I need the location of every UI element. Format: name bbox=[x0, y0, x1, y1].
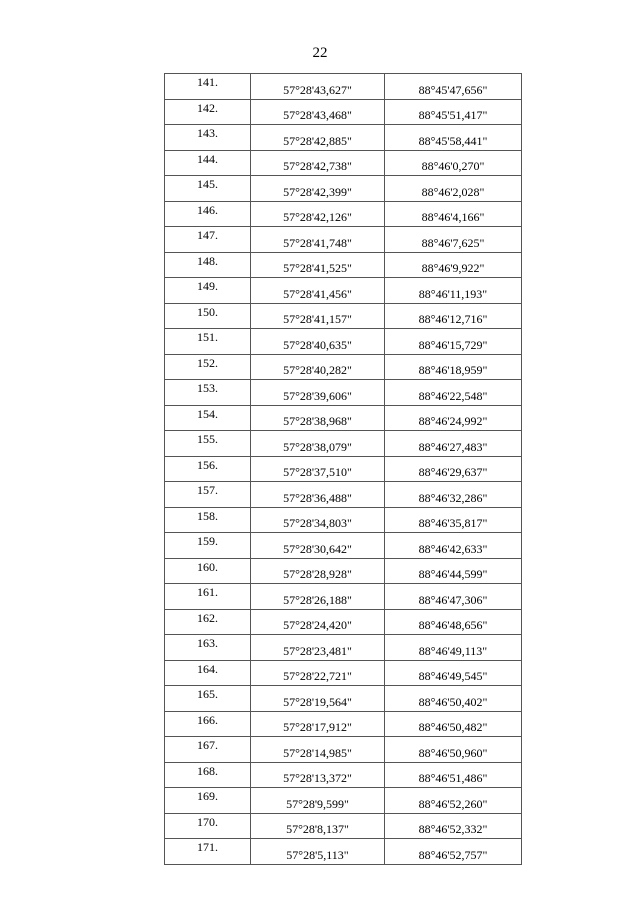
table-row bbox=[165, 711, 522, 737]
longitude-cell: 88°46'11,193" bbox=[385, 278, 522, 304]
latitude-cell: 57°28'42,126" bbox=[251, 201, 385, 227]
latitude-cell: 57°28'41,157" bbox=[251, 303, 385, 329]
latitude-cell: 57°28'17,912" bbox=[251, 711, 385, 737]
point-number-cell: 152. bbox=[165, 354, 251, 380]
longitude-cell: 88°46'47,306" bbox=[385, 584, 522, 610]
latitude-cell: 57°28'42,738" bbox=[251, 150, 385, 176]
longitude-cell: 88°46'49,545" bbox=[385, 660, 522, 686]
longitude-cell: 88°46'7,625" bbox=[385, 227, 522, 253]
table-row bbox=[165, 507, 522, 533]
point-number-cell: 165. bbox=[165, 686, 251, 712]
longitude-cell: 88°46'49,113" bbox=[385, 635, 522, 661]
longitude-cell: 88°46'24,992" bbox=[385, 405, 522, 431]
latitude-cell: 57°28'19,564" bbox=[251, 686, 385, 712]
latitude-cell: 57°28'43,627" bbox=[251, 74, 385, 100]
latitude-cell: 57°28'23,481" bbox=[251, 635, 385, 661]
point-number-cell: 144. bbox=[165, 150, 251, 176]
point-number-cell: 163. bbox=[165, 635, 251, 661]
point-number-cell: 164. bbox=[165, 660, 251, 686]
longitude-cell: 88°45'47,656" bbox=[385, 74, 522, 100]
latitude-cell: 57°28'14,985" bbox=[251, 737, 385, 763]
latitude-cell: 57°28'41,748" bbox=[251, 227, 385, 253]
longitude-cell: 88°46'48,656" bbox=[385, 609, 522, 635]
point-number-cell: 159. bbox=[165, 533, 251, 559]
latitude-cell: 57°28'42,399" bbox=[251, 176, 385, 202]
point-number-cell: 153. bbox=[165, 380, 251, 406]
point-number-cell: 142. bbox=[165, 99, 251, 125]
latitude-cell: 57°28'41,456" bbox=[251, 278, 385, 304]
table-row bbox=[165, 762, 522, 788]
point-number-cell: 169. bbox=[165, 788, 251, 814]
longitude-cell: 88°46'12,716" bbox=[385, 303, 522, 329]
latitude-cell: 57°28'13,372" bbox=[251, 762, 385, 788]
longitude-cell: 88°46'27,483" bbox=[385, 431, 522, 457]
table-row bbox=[165, 558, 522, 584]
longitude-cell: 88°46'9,922" bbox=[385, 252, 522, 278]
table-row bbox=[165, 635, 522, 661]
table-row bbox=[165, 150, 522, 176]
longitude-cell: 88°46'32,286" bbox=[385, 482, 522, 508]
point-number-cell: 161. bbox=[165, 584, 251, 610]
point-number-cell: 143. bbox=[165, 125, 251, 151]
table-row bbox=[165, 380, 522, 406]
table-row bbox=[165, 252, 522, 278]
latitude-cell: 57°28'38,079" bbox=[251, 431, 385, 457]
table-row bbox=[165, 176, 522, 202]
coordinates-table bbox=[164, 73, 522, 865]
point-number-cell: 154. bbox=[165, 405, 251, 431]
point-number-cell: 171. bbox=[165, 839, 251, 865]
point-number-cell: 150. bbox=[165, 303, 251, 329]
point-number-cell: 158. bbox=[165, 507, 251, 533]
longitude-cell: 88°46'50,402" bbox=[385, 686, 522, 712]
table-row bbox=[165, 125, 522, 151]
longitude-cell: 88°46'42,633" bbox=[385, 533, 522, 559]
latitude-cell: 57°28'43,468" bbox=[251, 99, 385, 125]
point-number-cell: 167. bbox=[165, 737, 251, 763]
point-number-cell: 160. bbox=[165, 558, 251, 584]
table-row bbox=[165, 354, 522, 380]
point-number-cell: 149. bbox=[165, 278, 251, 304]
latitude-cell: 57°28'39,606" bbox=[251, 380, 385, 406]
point-number-cell: 168. bbox=[165, 762, 251, 788]
page-number: 22 bbox=[312, 45, 328, 61]
table-row bbox=[165, 74, 522, 100]
latitude-cell: 57°28'24,420" bbox=[251, 609, 385, 635]
longitude-cell: 88°45'58,441" bbox=[385, 125, 522, 151]
table-row bbox=[165, 405, 522, 431]
latitude-cell: 57°28'34,803" bbox=[251, 507, 385, 533]
longitude-cell: 88°46'15,729" bbox=[385, 329, 522, 355]
longitude-cell: 88°46'51,486" bbox=[385, 762, 522, 788]
latitude-cell: 57°28'5,113" bbox=[251, 839, 385, 865]
longitude-cell: 88°46'29,637" bbox=[385, 456, 522, 482]
point-number-cell: 151. bbox=[165, 329, 251, 355]
latitude-cell: 57°28'37,510" bbox=[251, 456, 385, 482]
longitude-cell: 88°46'18,959" bbox=[385, 354, 522, 380]
longitude-cell: 88°46'50,482" bbox=[385, 711, 522, 737]
latitude-cell: 57°28'9,599" bbox=[251, 788, 385, 814]
longitude-cell: 88°46'0,270" bbox=[385, 150, 522, 176]
longitude-cell: 88°45'51,417" bbox=[385, 99, 522, 125]
longitude-cell: 88°46'52,332" bbox=[385, 813, 522, 839]
longitude-cell: 88°46'22,548" bbox=[385, 380, 522, 406]
point-number-cell: 148. bbox=[165, 252, 251, 278]
table-row bbox=[165, 533, 522, 559]
longitude-cell: 88°46'52,260" bbox=[385, 788, 522, 814]
point-number-cell: 157. bbox=[165, 482, 251, 508]
latitude-cell: 57°28'40,282" bbox=[251, 354, 385, 380]
latitude-cell: 57°28'42,885" bbox=[251, 125, 385, 151]
table-row bbox=[165, 278, 522, 304]
table-row bbox=[165, 201, 522, 227]
point-number-cell: 146. bbox=[165, 201, 251, 227]
point-number-cell: 162. bbox=[165, 609, 251, 635]
table-row bbox=[165, 660, 522, 686]
point-number-cell: 156. bbox=[165, 456, 251, 482]
table-row bbox=[165, 813, 522, 839]
table-row bbox=[165, 839, 522, 865]
longitude-cell: 88°46'35,817" bbox=[385, 507, 522, 533]
table-row bbox=[165, 431, 522, 457]
latitude-cell: 57°28'26,188" bbox=[251, 584, 385, 610]
longitude-cell: 88°46'50,960" bbox=[385, 737, 522, 763]
longitude-cell: 88°46'44,599" bbox=[385, 558, 522, 584]
point-number-cell: 170. bbox=[165, 813, 251, 839]
latitude-cell: 57°28'38,968" bbox=[251, 405, 385, 431]
coordinates-table-body bbox=[165, 74, 522, 865]
latitude-cell: 57°28'28,928" bbox=[251, 558, 385, 584]
point-number-cell: 155. bbox=[165, 431, 251, 457]
table-row bbox=[165, 482, 522, 508]
point-number-cell: 166. bbox=[165, 711, 251, 737]
longitude-cell: 88°46'2,028" bbox=[385, 176, 522, 202]
latitude-cell: 57°28'30,642" bbox=[251, 533, 385, 559]
table-row bbox=[165, 686, 522, 712]
table-row bbox=[165, 737, 522, 763]
latitude-cell: 57°28'40,635" bbox=[251, 329, 385, 355]
table-row bbox=[165, 329, 522, 355]
latitude-cell: 57°28'8,137" bbox=[251, 813, 385, 839]
latitude-cell: 57°28'36,488" bbox=[251, 482, 385, 508]
table-row bbox=[165, 99, 522, 125]
latitude-cell: 57°28'41,525" bbox=[251, 252, 385, 278]
table-row bbox=[165, 584, 522, 610]
longitude-cell: 88°46'4,166" bbox=[385, 201, 522, 227]
longitude-cell: 88°46'52,757" bbox=[385, 839, 522, 865]
point-number-cell: 141. bbox=[165, 74, 251, 100]
table-row bbox=[165, 456, 522, 482]
point-number-cell: 145. bbox=[165, 176, 251, 202]
point-number-cell: 147. bbox=[165, 227, 251, 253]
table-row bbox=[165, 788, 522, 814]
latitude-cell: 57°28'22,721" bbox=[251, 660, 385, 686]
table-row bbox=[165, 609, 522, 635]
table-row bbox=[165, 227, 522, 253]
table-row bbox=[165, 303, 522, 329]
